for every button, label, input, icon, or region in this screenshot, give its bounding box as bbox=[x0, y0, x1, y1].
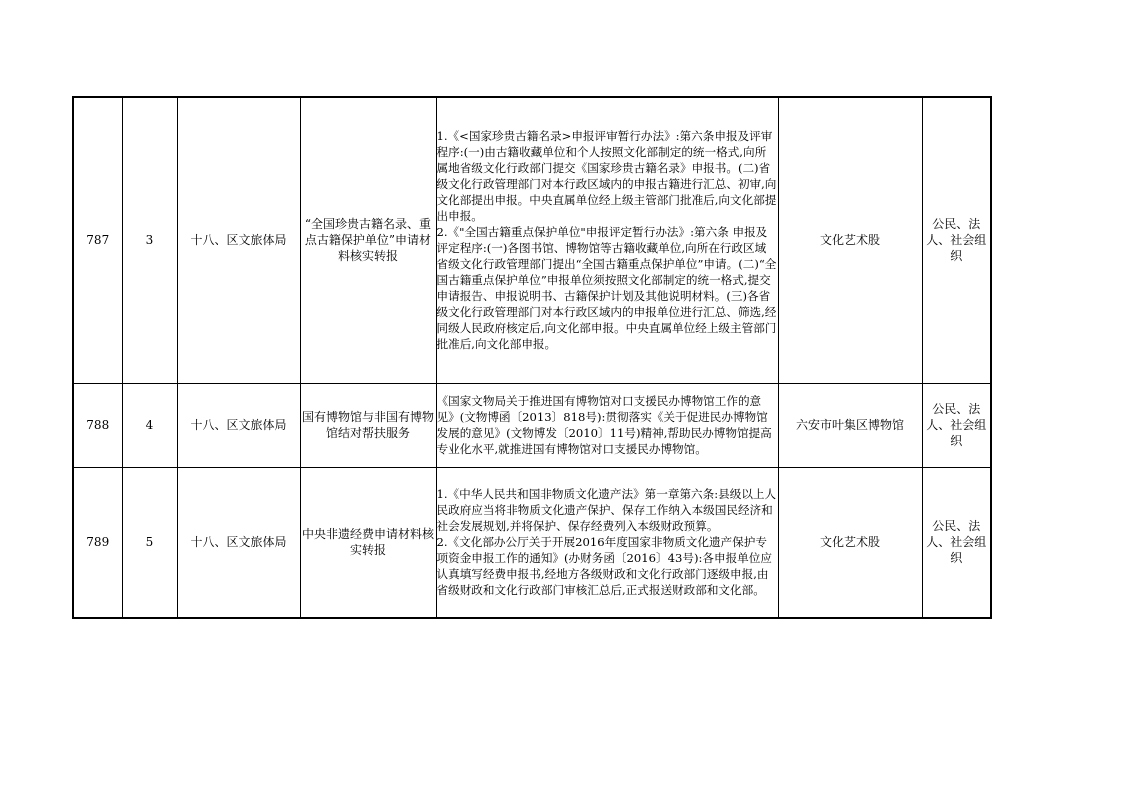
basis-text: 1.《中华人民共和国非物质文化遗产法》第一章第六条:县级以上人民政府应当将非物质文化遗产保护、保存工作纳入本级国民经济和社会发展规划,并将保护、保存经费列入本级财政预算。 2.《文化部办公厅关于开展2016年度国家非物质文化遗产保护专项资金申报工作的通知》(办财务函〔2016〕43号):各申报单位应认真填写经费申报书,经地方各级财政和文化行政部门逐级申报,由省级财政和文化行政部门审核汇总后,正式报送财政部和文化部。 bbox=[436, 487, 777, 598]
basis-text: 1.《<国家珍贵古籍名录>申报评审暂行办法》:第六条申报及评审程序:(一)由古籍收藏单位和个人按照文化部制定的统一格式,向所属地省级文化行政部门提交《国家珍贵古籍名录》申报书。(二)省级文化行政管理部门对本行政区域内的申报古籍进行汇总、初审,向文化部提出申报。中央直属单位经上级主管部门批准后,向文化部提出申报。 2.《"全国古籍重点保护单位"申报评定暂行办法》:第六条 申报及评定程序:(一)各图书馆、博物馆等古籍收藏单位,向所在行政区域省级文化行政管理部门提出“全国古籍重点保护单位”申请。(二)“全国古籍重点保护单位”申报单位须按照文化部制定的统一格式,提交申请报告、申报说明书、古籍保护计划及其他说明材料。(三)各省级文化行政管理部门对本行政区域内的申报单位进行汇总、筛选,经同级人民政府核定后,向文化部申报。中央直属单位经上级主管部门批准后,向文化部申报。 bbox=[436, 129, 777, 352]
table-row bbox=[73, 383, 991, 467]
department: 十八、区文旅体局 bbox=[177, 467, 300, 618]
row-number: 787 bbox=[73, 97, 122, 383]
service-name: 中央非遗经费申请材料核实转报 bbox=[300, 467, 436, 618]
sub-number: 3 bbox=[122, 97, 177, 383]
sub-number: 4 bbox=[122, 383, 177, 467]
service-table bbox=[72, 96, 992, 619]
service-name: 国有博物馆与非国有博物馆结对帮扶服务 bbox=[300, 383, 436, 467]
table-row bbox=[73, 97, 991, 383]
sub-number: 5 bbox=[122, 467, 177, 618]
department: 十八、区文旅体局 bbox=[177, 383, 300, 467]
row-number: 789 bbox=[73, 467, 122, 618]
legal-basis bbox=[436, 97, 778, 383]
basis-text: 《国家文物局关于推进国有博物馆对口支援民办博物馆工作的意见》(文物博函〔2013〕818号):贯彻落实《关于促进民办博物馆发展的意见》(文物博发〔2010〕11号)精神,帮助民办博物馆提高专业化水平,就推进国有博物馆对口支援民办博物馆。 bbox=[436, 394, 772, 456]
row-number: 788 bbox=[73, 383, 122, 467]
legal-basis bbox=[436, 383, 778, 467]
table-row bbox=[73, 467, 991, 618]
responsible-unit: 文化艺术股 bbox=[778, 97, 922, 383]
department: 十八、区文旅体局 bbox=[177, 97, 300, 383]
service-object: 公民、法人、社会组织 bbox=[922, 467, 991, 618]
service-object: 公民、法人、社会组织 bbox=[922, 383, 991, 467]
service-object: 公民、法人、社会组织 bbox=[922, 97, 991, 383]
responsible-unit: 文化艺术股 bbox=[778, 467, 922, 618]
responsible-unit: 六安市叶集区博物馆 bbox=[778, 383, 922, 467]
legal-basis bbox=[436, 467, 778, 618]
service-name: “全国珍贵古籍名录、重点古籍保护单位”申请材料核实转报 bbox=[300, 97, 436, 383]
